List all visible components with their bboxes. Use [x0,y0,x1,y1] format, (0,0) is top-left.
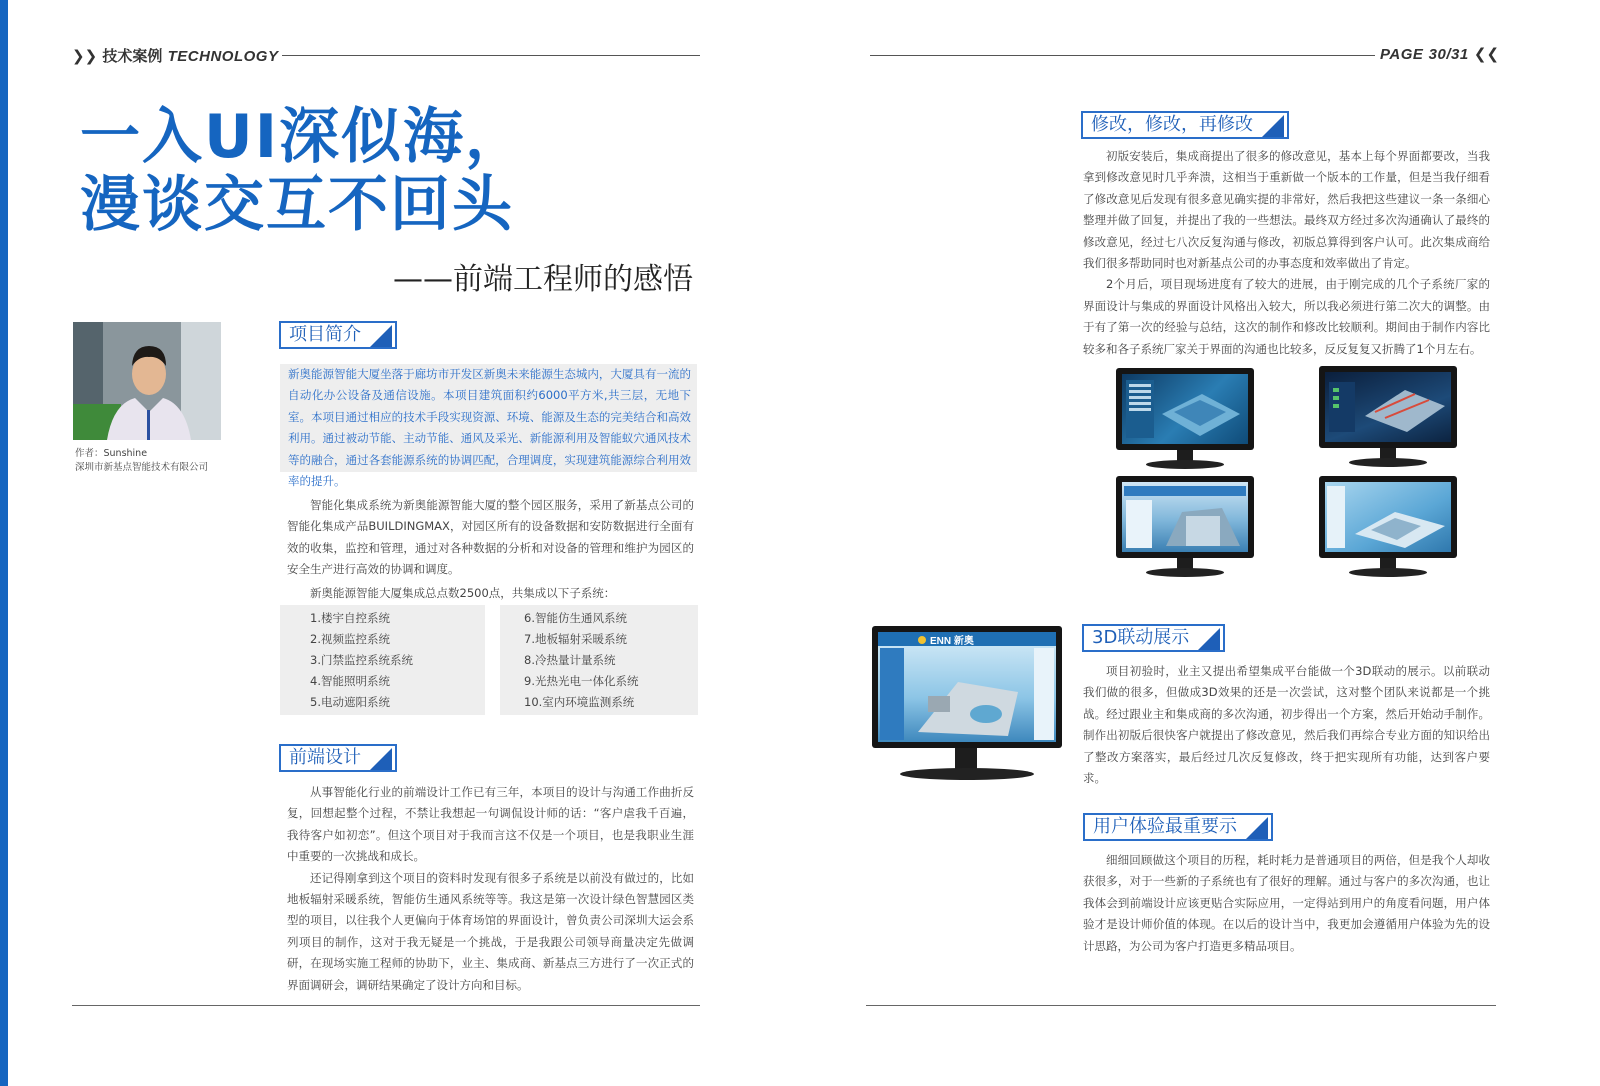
heading-3d-linkage-label: 3D联动展示 [1092,627,1190,648]
heading-revise [1081,111,1289,139]
enn-logo-text: ENN 新奥 [930,636,974,647]
monitor-screenshot-2 [1319,366,1457,472]
list-item: 7.地板辐射采暖系统 [524,632,627,646]
corner-triangle-icon [1262,115,1284,137]
systems-lead-text: 新奥能源智能大厦集成总点数2500点，共集成以下子系统： [310,586,616,600]
systems-list-right [500,605,698,715]
corner-triangle-icon [370,325,392,347]
double-chevron-left-icon: ❮❮ [1473,45,1500,63]
building-photo-icon [1122,482,1248,552]
double-chevron-right-icon: ❯❯ [72,47,98,65]
enn-logo-icon [918,636,926,644]
author-portrait-icon [73,322,221,440]
author-company: 深圳市新基点智能技术有限公司 [75,462,209,473]
linkage-paragraph: 项目初验时，业主又提出希望集成平台能做一个3D联动的展示。以前联动我们做的很多，但做成3D效果的还是一次尝试，这对整个团队来说都是一个挑战。经过跟业主和集成商的多次沟通，初步得出一个方案，然后开始动手制作。制作出初版后很快客户就提出了修改意见，然后我们再综合专业方面的知识给出了整改方案落实，最后经过几次反复修改，终于把实现所有功能，达到客户要求。 [1083,664,1490,786]
ux-paragraph: 细细回顾做这个项目的历程，耗时耗力是普通项目的两倍，但是我个人却收获很多，对于一些新的子系统也有了很好的理解。通过与客户的多次沟通，也让我体会到前端设计应该更贴合实际应用，一定得站到用户的角度看问题，用户体验才是设计师价值的体现。在以后的设计当中，我更加会遵循用户体验为先的设计思路，为公司为客户打造更多精品项目。 [1083,853,1490,953]
page-edge-bar [0,0,8,1086]
corner-triangle-icon [1198,628,1220,650]
intro-highlight-box: 新奥能源智能大厦坐落于廊坊市开发区新奥未来能源生态城内，大厦具有一流的自动化办公设备及通信设施。本项目建筑面积约6000平方米,共三层，无地下室。本项目通过相应的技术手段实现资源、环境、能源及生态的完美结合和高效利用。通过被动节能、主动节能、通风及采光、新能源利用及智能蚁穴通风技术等的融合，通过各套能源系统的协调匹配，合理调度，实现建筑能源综合利用效率的提升。 [280,364,697,472]
list-item: 8.冷热量计量系统 [524,653,616,667]
systems-list-left [280,605,485,715]
section-name-en: TECHNOLOGY [167,48,279,65]
list-item: 2.视频监控系统 [310,632,390,646]
list-item: 4.智能照明系统 [310,674,390,688]
article-title-line1: 一入UI深似海， [80,102,528,172]
footer-rule-right [866,1005,1496,1006]
monitor-screenshot-1 [1116,368,1254,474]
revise-paragraph-1: 初版安装后，集成商提出了很多的修改意见，基本上每个界面都要改，当我拿到修改意见时几乎奔溃，这相当于重新做一个版本的工作量，但是当我仔细看了修改意见后发现有很多意见确实提的非常好，然后我把这些建议一条一条细心整理并做了回复，并提出了我的一些想法。最终双方经过多次沟通确认了最终的修改意见，经过七八次反复沟通与修改，初版总算得到客户认可。此次集成商给我们很多帮助同时也对新基点公司的办事态度和效率做出了肯定。 [1083,149,1490,271]
linkage-body [1083,661,1490,789]
frontend-paragraph-2: 还记得刚拿到这个项目的资料时发现有很多子系统是以前没有做过的，比如地板辐射采暖系统，智能仿生通风系统等等。我这是第一次设计绿色智慧园区类型的项目，以往我个人更偏向于体育场馆的界面设计，曾负责公司深圳大运会系列项目的制作，这对于我无疑是一个挑战，于是我跟公司领导商量决定先做调研，在现场实施工程师的协助下，业主、集成商、新基点三方进行了一次正式的界面调研会，调研结果确定了设计方向和目标。 [287,870,694,992]
article-title-line2: 漫谈交互不回头 [80,170,514,240]
heading-user-experience [1083,813,1273,841]
author-name: 作者：Sunshine [75,448,148,459]
heading-3d-linkage [1082,624,1225,652]
revise-body [1083,146,1490,360]
frontend-paragraph-1: 从事智能化行业的前端设计工作已有三年，本项目的设计与沟通工作曲折反复，回想起整个过程，不禁让我想起一句调侃设计师的话：“客户虐我千百遍，我待客户如初恋”。但这个项目对于我而言这不仅是一个项目，也是我职业生涯中重要的一次挑战和成长。 [287,785,694,864]
page-number-header [1380,45,1499,63]
header-rule-right [870,55,1375,56]
header-rule-left [282,55,700,56]
heading-frontend-design [279,744,397,772]
monitor-screenshot-3 [1116,476,1254,582]
corner-triangle-icon [370,748,392,770]
heading-user-experience-label: 用户体验最重要示 [1093,816,1237,837]
page-label: PAGE [1380,46,1424,63]
building-map-icon [1122,374,1248,444]
author-photo [73,322,221,440]
list-item: 3.门禁监控系统系统 [310,653,413,667]
campus-3d-icon [1325,482,1451,552]
heading-revise-label: 修改，修改，再修改 [1091,114,1253,135]
footer-rule-left [72,1005,700,1006]
heading-frontend-design-label: 前端设计 [289,747,361,768]
article-subtitle: ——前端工程师的感悟 [393,262,693,297]
heading-project-intro [279,321,397,349]
section-header-left [72,45,278,66]
list-item: 10.室内环境监测系统 [524,695,635,709]
heading-project-intro-label: 项目简介 [289,324,361,345]
hvac-diagram-icon [1325,372,1451,442]
list-item: 6.智能仿生通风系统 [524,611,627,625]
frontend-body [287,782,694,996]
page-numbers: 30/31 [1428,46,1469,63]
list-item: 9.光热光电一体化系统 [524,674,639,688]
3d-room-icon [878,632,1056,742]
monitor-screenshot-4 [1319,476,1457,582]
intro-paragraph: 智能化集成系统为新奥能源智能大厦的整个园区服务，采用了新基点公司的智能化集成产品BUILDINGMAX，对园区所有的设备数据和安防数据进行全面有效的收集，监控和管理，通过对各种数据的分析和对设备的管理和维护为园区的安全生产进行高效的协调和调度。 [287,498,694,577]
ux-body [1083,850,1490,957]
systems-lead [287,583,694,604]
list-item: 5.电动遮阳系统 [310,695,390,709]
corner-triangle-icon [1246,817,1268,839]
intro-body [287,495,694,581]
revise-paragraph-2: 2个月后，项目现场进度有了较大的进展，由于刚完成的几个子系统厂家的界面设计与集成的界面设计风格出入较大，所以我必须进行第二次大的调整。由于有了第一次的经验与总结，这次的制作和修改比较顺利。期间由于制作内容比较多和各子系统厂家关于界面的沟通也比较多，反反复复又折腾了1个月左右。 [1083,277,1490,356]
list-item: 1.楼宇自控系统 [310,611,390,625]
section-name-cn: 技术案例 [102,47,163,65]
monitor-3d-linkage [872,626,1062,786]
